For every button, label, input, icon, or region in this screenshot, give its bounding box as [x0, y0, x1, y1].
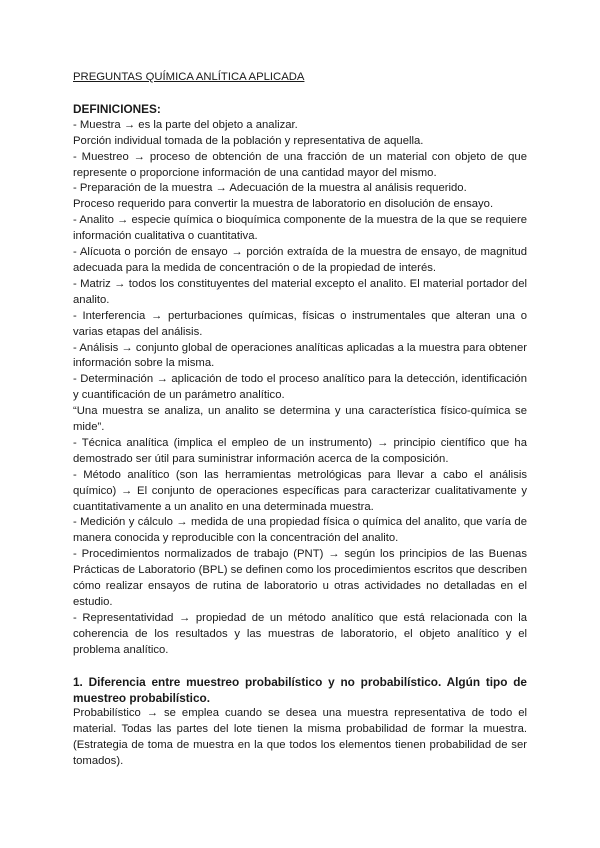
document-title: PREGUNTAS QUÍMICA ANLÍTICA APLICADA — [73, 71, 305, 83]
definitions-list — [73, 118, 527, 659]
definition-metodo: - Método analítico (son las herramientas metrológicas para llevar a cabo el análisis químico) → El conjunto de operaciones específicas para caracterizar cualitativamente y cuantitativamente a un analito en una determinada muestra. — [73, 468, 527, 513]
document-page — [73, 70, 527, 770]
definition-alicuota: - Alícuota o porción de ensayo → porción extraída de la muestra de ensayo, de magnitud adecuada para la medida de concentración o de la propiedad de interés. — [73, 246, 527, 274]
definition-muestreo: - Muestreo → proceso de obtención de una fracción de un material con objeto de que represente o proporcione información de una cantidad mayor del mismo. — [73, 150, 527, 179]
definitions-heading: DEFINICIONES: — [73, 101, 161, 116]
definition-muestra-porcion: Porción individual tomada de la población y representativa de aquella. — [73, 134, 424, 147]
question-1-heading: 1. Diferencia entre muestreo probabilístico y no probabilístico. Algún tipo de muestreo probabilístico. — [73, 674, 527, 705]
definition-muestra: - Muestra → es la parte del objeto a analizar. — [73, 118, 298, 131]
definition-determinacion: - Determinación → aplicación de todo el proceso analítico para la detección, identificación y cuantificación de un parámetro analítico. — [73, 373, 527, 402]
definition-medicion: - Medición y cálculo → medida de una propiedad física o química del analito, que varía de manera conocida y reproducible con la concentración del analito. — [73, 516, 527, 545]
definition-preparacion-proceso: Proceso requerido para convertir la muestra de laboratorio en disolución de ensayo. — [73, 198, 494, 211]
definition-analisis: - Análisis → conjunto global de operaciones analíticas aplicadas a la muestra para obtener información sobre la misma. — [73, 341, 527, 370]
definition-matriz: - Matriz → todos los constituyentes del material excepto el analito. El material portador del analito. — [73, 277, 527, 306]
definition-preparacion: - Preparación de la muestra → Adecuación de la muestra al análisis requerido. — [73, 182, 467, 195]
definition-pnt: - Procedimientos normalizados de trabajo (PNT) → según los principios de las Buenas Prácticas de Laboratorio (BPL) se definen como los procedimientos escritos que describen cómo realizar ensayos de rutina de laboratorio u otras actividades no detalladas en el estudio. — [73, 548, 527, 608]
definition-analito: - Analito → especie química o bioquímica componente de la muestra de la que se requiere información cualitativa o cuantitativa. — [73, 214, 527, 243]
definition-interferencia: - Interferencia → perturbaciones químicas, físicas o instrumentales que alteran una o varias etapas del análisis. — [73, 309, 527, 338]
definition-tecnica: - Técnica analítica (implica el empleo de un instrumento) → principio científico que ha demostrado ser útil para suministrar información acerca de la composición. — [73, 436, 527, 465]
definition-quote: “Una muestra se analiza, un analito se determina y una característica físico-química se mide”. — [73, 405, 527, 434]
definition-representatividad: - Representatividad → propiedad de un método analítico que está relacionada con la coherencia de los resultados y las muestras de laboratorio, el objeto analítico y el problema analítico. — [73, 611, 527, 656]
question-1-answer: Probabilístico → se emplea cuando se desea una muestra representativa de todo el material. Todas las partes del lote tienen la misma probabilidad de formar la muestra. (Estrategia de toma de muestra en la que todos los elementos tienen probabilidad de ser tomados). — [73, 707, 527, 768]
